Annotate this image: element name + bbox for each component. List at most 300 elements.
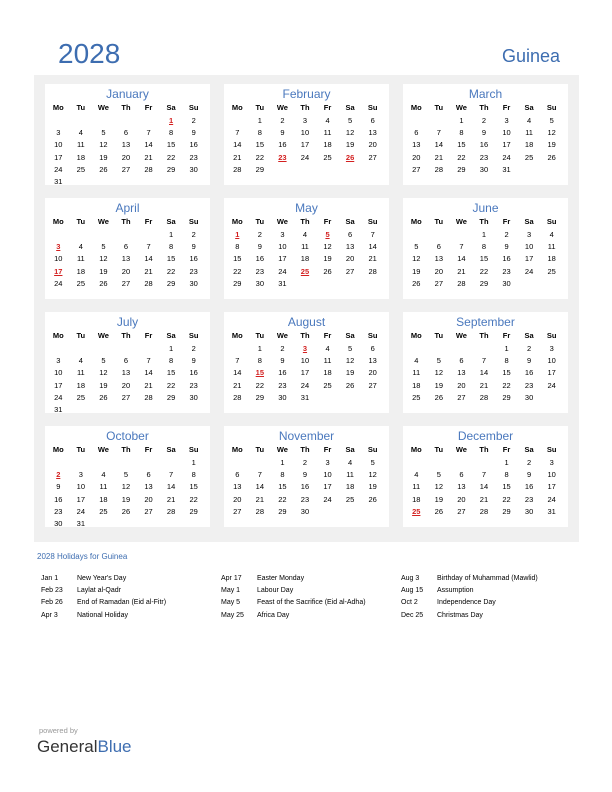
weekday-header: Mo xyxy=(52,103,64,112)
week-row xyxy=(226,114,384,126)
month-february xyxy=(224,84,389,185)
day-cell: 29 xyxy=(255,392,265,402)
day-cell: 14 xyxy=(457,254,466,264)
day-cell: 17 xyxy=(547,482,556,492)
day-cell: 5 xyxy=(436,469,441,479)
empty-cell xyxy=(47,342,70,354)
day-cell: 25 xyxy=(300,266,310,276)
day-cell: 18 xyxy=(76,380,86,390)
empty-cell xyxy=(137,342,160,354)
day-cell: 22 xyxy=(189,494,198,504)
weekday-header: We xyxy=(97,331,109,340)
day-cell: 12 xyxy=(434,482,444,492)
day-cell: 15 xyxy=(502,482,511,492)
holiday-item xyxy=(221,573,401,585)
month-table xyxy=(405,329,563,403)
day-cell: 13 xyxy=(121,140,131,150)
weekday-header: Tu xyxy=(76,217,86,226)
weekday-header: Su xyxy=(546,103,557,112)
day-cell: 19 xyxy=(345,140,355,150)
empty-cell xyxy=(47,456,70,468)
empty-cell xyxy=(518,163,541,175)
day-cell: 5 xyxy=(370,457,375,467)
month-table xyxy=(226,101,384,175)
day-cell: 13 xyxy=(412,140,421,150)
day-cell: 23 xyxy=(502,266,511,276)
day-cell: 17 xyxy=(323,482,332,492)
day-cell: 22 xyxy=(166,152,176,162)
day-cell: 23 xyxy=(54,506,63,516)
weekday-header: Su xyxy=(367,103,378,112)
holiday-item xyxy=(221,597,401,609)
week-row xyxy=(405,265,563,277)
month-title: August xyxy=(287,315,326,329)
day-cell: 17 xyxy=(278,254,287,264)
week-row xyxy=(47,126,205,138)
day-cell: 25 xyxy=(345,494,355,504)
day-cell: 25 xyxy=(323,152,332,162)
day-cell: 10 xyxy=(524,241,534,251)
day-cell: 19 xyxy=(368,482,377,492)
day-cell: 11 xyxy=(301,241,309,251)
holiday-item xyxy=(41,610,221,622)
weekday-header: Tu xyxy=(255,103,265,112)
day-cell: 4 xyxy=(527,115,532,125)
weekday-header: We xyxy=(97,445,109,454)
day-cell: 21 xyxy=(479,380,489,390)
day-cell: 21 xyxy=(144,380,153,390)
day-cell: 30 xyxy=(189,278,198,288)
day-cell: 2 xyxy=(481,115,487,125)
weekday-header: Fr xyxy=(502,331,511,340)
empty-cell xyxy=(137,403,160,415)
day-cell: 31 xyxy=(54,405,63,415)
day-cell: 16 xyxy=(502,254,511,264)
weekday-header: Fr xyxy=(502,103,511,112)
day-cell: 1 xyxy=(280,457,285,467)
weekday-header: We xyxy=(276,331,288,340)
holidays-title: 2028 Holidays for Guinea xyxy=(37,552,128,561)
day-cell: 7 xyxy=(235,127,240,137)
day-cell: 16 xyxy=(255,254,265,264)
holiday-date: Aug 15 xyxy=(401,587,424,595)
day-cell: 4 xyxy=(302,229,308,239)
day-cell: 12 xyxy=(547,127,556,137)
empty-cell xyxy=(339,505,362,517)
weekday-header: Su xyxy=(188,103,199,112)
day-cell: 19 xyxy=(323,254,332,264)
weekday-header: Mo xyxy=(231,445,243,454)
month-title: May xyxy=(295,201,318,215)
day-cell: 10 xyxy=(547,469,556,479)
month-september xyxy=(403,312,568,413)
week-row xyxy=(47,493,205,505)
empty-cell xyxy=(540,277,563,289)
day-cell: 4 xyxy=(348,457,353,467)
day-cell: 30 xyxy=(189,392,198,402)
weekday-header: Fr xyxy=(144,445,153,454)
day-cell: 22 xyxy=(166,266,176,276)
day-cell: 1 xyxy=(459,115,464,125)
day-cell: 11 xyxy=(99,482,108,492)
day-cell: 6 xyxy=(414,127,419,137)
weekday-header: Tu xyxy=(434,103,444,112)
day-cell: 14 xyxy=(255,482,265,492)
day-cell: 6 xyxy=(123,241,129,251)
day-cell: 24 xyxy=(54,392,63,402)
empty-cell xyxy=(137,517,160,529)
month-title: June xyxy=(472,201,499,215)
day-cell: 11 xyxy=(547,241,556,251)
day-cell: 31 xyxy=(76,519,86,529)
weekday-header: Tu xyxy=(434,445,444,454)
day-cell: 17 xyxy=(54,380,63,390)
day-cell: 2 xyxy=(257,229,262,239)
day-cell: 1 xyxy=(235,229,240,239)
day-cell: 13 xyxy=(434,254,444,264)
holidays-list xyxy=(41,573,581,622)
empty-cell xyxy=(249,456,272,468)
weekday-header: Mo xyxy=(410,103,422,112)
empty-cell xyxy=(92,403,115,415)
week-row xyxy=(405,228,563,240)
weekday-header: Sa xyxy=(524,103,534,112)
day-cell: 20 xyxy=(368,368,377,378)
day-cell: 12 xyxy=(323,241,332,251)
day-cell: 27 xyxy=(121,164,131,174)
empty-cell xyxy=(70,403,93,415)
day-cell: 28 xyxy=(368,266,377,276)
day-cell: 19 xyxy=(99,266,108,276)
day-cell: 25 xyxy=(323,380,332,390)
month-january xyxy=(45,84,210,185)
weekday-header: Sa xyxy=(345,331,355,340)
weekday-header: Fr xyxy=(144,331,153,340)
weekday-header: Th xyxy=(300,217,310,226)
empty-cell xyxy=(361,391,384,403)
week-row xyxy=(226,163,384,175)
weekday-header: Mo xyxy=(52,217,64,226)
day-cell: 5 xyxy=(101,127,106,137)
day-cell: 15 xyxy=(233,254,242,264)
day-cell: 10 xyxy=(323,469,332,479)
weekday-header: We xyxy=(276,445,288,454)
day-cell: 6 xyxy=(123,355,129,365)
day-cell: 7 xyxy=(235,355,240,365)
holiday-item xyxy=(401,610,581,622)
day-cell: 10 xyxy=(300,355,310,365)
day-cell: 3 xyxy=(549,457,554,467)
holiday-item xyxy=(401,573,581,585)
day-cell: 21 xyxy=(144,152,153,162)
month-october xyxy=(45,426,210,527)
day-cell: 28 xyxy=(479,506,489,516)
day-cell: 28 xyxy=(166,506,176,516)
empty-cell xyxy=(473,342,496,354)
week-row xyxy=(405,139,563,151)
day-cell: 25 xyxy=(412,506,421,516)
day-cell: 1 xyxy=(481,229,487,239)
day-cell: 22 xyxy=(502,380,511,390)
day-cell: 9 xyxy=(280,355,285,365)
holiday-name: End of Ramadan (Eid al-Fitr) xyxy=(77,599,167,607)
day-cell: 26 xyxy=(323,266,332,276)
day-cell: 8 xyxy=(280,469,285,479)
weekday-header: Th xyxy=(479,103,489,112)
empty-cell xyxy=(92,228,115,240)
day-cell: 1 xyxy=(169,229,174,239)
day-cell: 26 xyxy=(99,164,108,174)
day-cell: 7 xyxy=(481,469,487,479)
weekday-header: Mo xyxy=(52,445,64,454)
weekday-header: Fr xyxy=(144,217,153,226)
day-cell: 12 xyxy=(434,368,444,378)
day-cell: 9 xyxy=(302,469,308,479)
day-cell: 22 xyxy=(479,266,489,276)
holiday-item xyxy=(221,585,401,597)
day-cell: 8 xyxy=(191,469,196,479)
weekday-header: Tu xyxy=(255,445,265,454)
weekday-header: We xyxy=(455,217,467,226)
weekday-header: Sa xyxy=(524,331,534,340)
empty-cell xyxy=(316,391,339,403)
day-cell: 22 xyxy=(255,380,265,390)
day-cell: 4 xyxy=(78,127,83,137)
month-title: February xyxy=(282,87,331,101)
empty-cell xyxy=(316,163,339,175)
day-cell: 11 xyxy=(323,127,332,137)
generalblue-logo[interactable] xyxy=(37,737,132,757)
month-title: July xyxy=(116,315,139,329)
day-cell: 20 xyxy=(368,140,377,150)
weekday-header: Sa xyxy=(166,217,176,226)
day-cell: 28 xyxy=(233,392,242,402)
calendar-year-title: 2028 xyxy=(58,38,121,69)
day-cell: 27 xyxy=(345,266,355,276)
day-cell: 4 xyxy=(101,469,106,479)
day-cell: 2 xyxy=(56,469,61,479)
week-row xyxy=(47,163,205,175)
day-cell: 27 xyxy=(434,278,444,288)
day-cell: 14 xyxy=(166,482,176,492)
empty-cell xyxy=(115,342,138,354)
day-cell: 12 xyxy=(368,469,377,479)
day-cell: 9 xyxy=(280,127,285,137)
day-cell: 24 xyxy=(524,266,534,276)
day-cell: 3 xyxy=(280,229,285,239)
weekday-header: Tu xyxy=(76,445,86,454)
day-cell: 30 xyxy=(255,278,265,288)
week-row xyxy=(226,354,384,366)
empty-cell xyxy=(339,391,362,403)
day-cell: 18 xyxy=(524,140,534,150)
day-cell: 2 xyxy=(527,457,532,467)
day-cell: 14 xyxy=(434,140,444,150)
weekday-header: Th xyxy=(300,103,310,112)
holiday-name: Laylat al-Qadr xyxy=(77,587,121,595)
week-row xyxy=(405,240,563,252)
empty-cell xyxy=(92,175,115,187)
holiday-name: Christmas Day xyxy=(437,611,483,619)
day-cell: 17 xyxy=(547,368,556,378)
holiday-item xyxy=(401,597,581,609)
day-cell: 5 xyxy=(101,355,106,365)
day-cell: 21 xyxy=(144,266,153,276)
day-cell: 16 xyxy=(278,140,287,150)
day-cell: 8 xyxy=(235,241,240,251)
empty-cell xyxy=(137,175,160,187)
day-cell: 9 xyxy=(257,241,262,251)
day-cell: 30 xyxy=(524,392,534,402)
day-cell: 28 xyxy=(255,506,265,516)
day-cell: 10 xyxy=(54,254,63,264)
holiday-column xyxy=(401,573,581,622)
day-cell: 20 xyxy=(121,266,131,276)
day-cell: 1 xyxy=(504,343,509,353)
months-grid xyxy=(45,84,568,527)
day-cell: 24 xyxy=(502,152,511,162)
month-table xyxy=(47,443,205,530)
holiday-name: Feast of the Sacrifice (Eid al-Adha) xyxy=(257,599,366,607)
weekday-header: Th xyxy=(121,331,131,340)
day-cell: 13 xyxy=(457,368,466,378)
day-cell: 19 xyxy=(99,152,108,162)
week-row xyxy=(47,403,205,415)
empty-cell xyxy=(160,403,183,415)
weekday-header: Mo xyxy=(52,331,64,340)
day-cell: 12 xyxy=(345,355,355,365)
holiday-date: Oct 2 xyxy=(401,599,418,607)
week-row xyxy=(47,342,205,354)
day-cell: 8 xyxy=(257,127,262,137)
empty-cell xyxy=(160,456,183,468)
month-table xyxy=(226,329,384,403)
empty-cell xyxy=(339,277,362,289)
empty-cell xyxy=(316,277,339,289)
holiday-item xyxy=(41,585,221,597)
holiday-name: Labour Day xyxy=(257,587,294,595)
week-row xyxy=(226,505,384,517)
holiday-date: Dec 25 xyxy=(401,611,424,619)
empty-cell xyxy=(361,505,384,517)
weekday-header: We xyxy=(276,103,288,112)
empty-cell xyxy=(115,175,138,187)
day-cell: 1 xyxy=(257,115,262,125)
empty-cell xyxy=(160,517,183,529)
week-row xyxy=(47,456,205,468)
day-cell: 24 xyxy=(323,494,332,504)
empty-cell xyxy=(361,163,384,175)
holiday-name: Africa Day xyxy=(257,611,290,619)
day-cell: 15 xyxy=(166,140,176,150)
day-cell: 3 xyxy=(549,343,554,353)
weekday-header: Su xyxy=(188,445,199,454)
day-cell: 4 xyxy=(549,229,554,239)
day-cell: 24 xyxy=(300,380,310,390)
logo-text-general: General xyxy=(37,737,98,756)
day-cell: 3 xyxy=(302,343,308,353)
month-table xyxy=(405,215,563,289)
month-december xyxy=(403,426,568,527)
day-cell: 18 xyxy=(76,152,86,162)
holiday-name: National Holiday xyxy=(77,611,128,619)
week-row xyxy=(47,277,205,289)
empty-cell xyxy=(70,342,93,354)
week-row xyxy=(47,379,205,391)
day-cell: 23 xyxy=(479,152,489,162)
day-cell: 2 xyxy=(302,457,308,467)
day-cell: 15 xyxy=(457,140,466,150)
day-cell: 20 xyxy=(121,152,131,162)
day-cell: 3 xyxy=(56,241,61,251)
weekday-header: Fr xyxy=(502,217,511,226)
week-row xyxy=(226,240,384,252)
holiday-date: May 25 xyxy=(221,611,244,619)
day-cell: 11 xyxy=(76,140,85,150)
month-table xyxy=(226,443,384,517)
day-cell: 30 xyxy=(189,164,198,174)
day-cell: 30 xyxy=(479,164,489,174)
day-cell: 2 xyxy=(191,115,196,125)
day-cell: 9 xyxy=(191,127,196,137)
weekday-header: Mo xyxy=(410,331,422,340)
day-cell: 31 xyxy=(547,506,556,516)
day-cell: 19 xyxy=(412,266,421,276)
day-cell: 20 xyxy=(233,494,242,504)
day-cell: 27 xyxy=(368,152,377,162)
month-title: November xyxy=(278,429,335,443)
day-cell: 5 xyxy=(348,115,353,125)
day-cell: 18 xyxy=(99,494,108,504)
weekday-header: Th xyxy=(479,445,489,454)
day-cell: 29 xyxy=(457,164,466,174)
day-cell: 6 xyxy=(123,127,129,137)
empty-cell xyxy=(428,456,451,468)
week-row xyxy=(405,277,563,289)
day-cell: 27 xyxy=(121,278,131,288)
day-cell: 15 xyxy=(255,140,265,150)
holiday-column xyxy=(221,573,401,622)
day-cell: 10 xyxy=(54,368,63,378)
day-cell: 13 xyxy=(144,482,153,492)
week-row xyxy=(47,228,205,240)
day-cell: 20 xyxy=(345,254,355,264)
day-cell: 3 xyxy=(504,115,509,125)
day-cell: 18 xyxy=(412,380,421,390)
day-cell: 28 xyxy=(457,278,466,288)
day-cell: 29 xyxy=(166,392,176,402)
week-row xyxy=(405,468,563,480)
weekday-header: Tu xyxy=(255,217,265,226)
weekday-header: Su xyxy=(367,217,378,226)
day-cell: 11 xyxy=(323,355,332,365)
day-cell: 3 xyxy=(56,355,61,365)
empty-cell xyxy=(182,175,205,187)
day-cell: 27 xyxy=(233,506,242,516)
empty-cell xyxy=(92,456,115,468)
day-cell: 29 xyxy=(189,506,198,516)
day-cell: 5 xyxy=(549,115,554,125)
empty-cell xyxy=(428,342,451,354)
weekday-header: Th xyxy=(479,217,489,226)
week-row xyxy=(405,253,563,265)
day-cell: 22 xyxy=(233,266,242,276)
day-cell: 19 xyxy=(345,368,355,378)
week-row xyxy=(226,342,384,354)
weekday-header: Th xyxy=(121,445,131,454)
weekday-header: Fr xyxy=(323,331,332,340)
day-cell: 21 xyxy=(479,494,489,504)
